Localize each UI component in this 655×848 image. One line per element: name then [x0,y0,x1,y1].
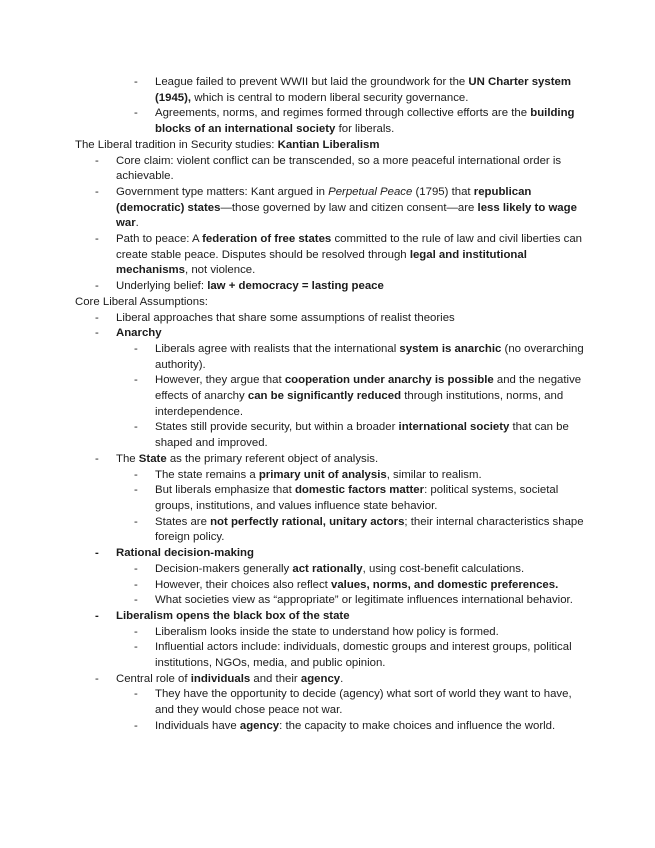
sub-bullet-item [75,420,590,451]
text-run: Influential actors include: individuals, domestic groups and interest groups, political institutions, NGOs, media, and public opinion. [155,641,572,670]
text-run: , using cost-benefit calculations. [362,562,525,575]
bold-text: Kantian Liberalism [277,138,380,151]
text-run: (no overarching authority). [155,342,584,371]
text-run: Liberals agree with realists that the international [155,342,400,355]
sub-bullet-item [75,515,590,546]
text-run: Path to peace: A [116,233,203,246]
bullet-dash: - [95,311,99,324]
italic-text: Perpetual Peace [328,185,413,198]
text-run: States are [155,515,211,528]
bold-text: international society [398,421,510,434]
bullet-dash: - [95,327,99,340]
bold-text: Anarchy [116,327,162,340]
text-run: (1795) that [412,185,474,198]
bold-text: Liberalism opens the black box of the state [116,609,350,622]
text-run: Core Liberal Assumptions: [75,295,208,308]
text-run: which is central to modern liberal security governance. [191,91,469,104]
bullet-item [75,672,590,688]
bullet-dash: - [134,76,138,88]
text-run: The [116,452,139,465]
bullet-dash: - [134,578,138,591]
bold-text: agency [239,719,280,732]
text-run: Government type matters: Kant argued in [116,185,329,198]
text-run: Decision-makers generally [155,562,293,575]
bullet-dash: - [134,562,138,575]
bullet-dash: - [134,484,138,497]
text-run: Liberalism looks inside the state to understand how policy is formed. [155,625,499,638]
sub-bullet-item [75,593,590,609]
bullet-dash: - [95,154,99,167]
bold-text: domestic factors matter [294,484,425,497]
bullet-item [75,546,590,562]
bullet-item [75,311,590,327]
bullet-dash: - [134,515,138,528]
bullet-item [75,452,590,468]
text-run: —those governed by law and citizen consent—are [220,201,478,214]
bold-text: UN Charter system (1945), [155,76,571,104]
bullet-dash: - [95,609,99,622]
sub-bullet-item [75,578,590,594]
text-run: through institutions, norms, and interdependence. [155,390,564,418]
bullet-dash: - [134,719,138,732]
bullet-dash: - [134,342,138,355]
text-run: Individuals have [155,719,240,732]
bold-text: act rationally [292,562,363,575]
text-run: . [135,217,139,230]
text-run: Core claim: violent conflict can be transcended, so a more peaceful international order is achievable. [116,154,562,183]
sub-bullet-item [75,562,590,578]
sub-bullet-item [75,106,590,137]
section-heading [75,138,590,154]
bold-text: less likely to wage war [116,201,577,230]
text-run: : the capacity to make choices and influence the world. [279,719,556,732]
text-run: . [340,672,344,685]
text-run: States still provide security, but within a broader [155,421,399,434]
bold-text: building blocks of an international society [155,107,575,136]
text-run: as the primary referent object of analysis. [166,452,379,465]
bullet-dash: - [95,280,99,293]
bold-text: cooperation under anarchy is possible [284,374,494,387]
bold-text: primary unit of analysis [258,468,387,481]
text-run: that can be shaped and improved. [155,421,569,450]
bold-text: federation of free states [202,233,332,246]
sub-bullet-item [75,625,590,641]
sub-bullet-item [75,483,590,514]
text-run: for liberals. [335,123,395,136]
text-run: They have the opportunity to decide (agency) what sort of world they want to have, and they would chose peace not war. [155,688,572,717]
bold-text: values, norms, and domestic preferences. [331,578,559,591]
text-run: League failed to prevent WWII but laid the groundwork for the [155,76,469,88]
bold-text: can be significantly reduced [247,390,402,403]
text-run: and their [250,672,301,685]
bold-text: republican (democratic) states [116,185,532,214]
text-run: ; their internal characteristics shape foreign policy. [155,515,584,544]
text-run: , similar to realism. [386,468,482,481]
text-run: However, they argue that [155,374,285,387]
bullet-item [75,279,590,295]
bold-text: Rational decision-making [116,547,254,560]
bullet-dash: - [134,468,138,481]
bold-text: law + democracy = lasting peace [207,280,384,293]
bullet-dash: - [95,185,99,198]
bullet-dash: - [134,625,138,638]
text-run: committed to the rule of law and civil liberties can create stable peace. Disputes should be resolved through [116,233,582,261]
sub-bullet-item [75,719,590,735]
bullet-item [75,609,590,625]
sub-bullet-item [75,373,590,420]
bullet-dash: - [95,547,99,560]
bullet-item [75,326,590,342]
bold-text: agency [300,672,341,685]
document-body [75,75,590,735]
text-run: Central role of [116,672,191,685]
bullet-dash: - [134,107,138,120]
text-run: However, their choices also reflect [155,578,331,591]
bold-text: not perfectly rational, unitary actors [210,515,405,528]
bold-text: individuals [190,672,251,685]
bold-text: State [138,452,167,465]
text-run: Agreements, norms, and regimes formed through collective efforts are the [155,107,531,120]
sub-bullet-item [75,342,590,373]
sub-bullet-item [75,640,590,671]
sub-bullet-item [75,75,590,106]
text-run: The Liberal tradition in Security studies: [75,138,278,151]
section-heading [75,295,590,311]
sub-bullet-item [75,687,590,718]
text-run: , not violence. [185,264,256,277]
bullet-dash: - [134,421,138,434]
text-run: Underlying belief: [116,280,208,293]
text-run: : political systems, societal groups, institutions, and values influence state behavior. [155,484,559,512]
bullet-dash: - [134,594,138,607]
text-run: What societies view as “appropriate” or legitimate influences international behavior. [155,594,573,607]
bold-text: system is anarchic [399,342,502,355]
bullet-dash: - [134,374,138,387]
text-run: Liberal approaches that share some assumptions of realist theories [116,311,455,324]
bullet-dash: - [134,688,138,701]
bold-text: legal and institutional mechanisms [116,248,527,277]
text-run: The state remains a [155,468,259,481]
bullet-dash: - [95,233,99,246]
bullet-item [75,232,590,279]
bullet-dash: - [95,672,99,685]
sub-bullet-item [75,468,590,484]
bullet-item [75,185,590,232]
bullet-dash: - [134,641,138,654]
bullet-dash: - [95,452,99,465]
bullet-item [75,154,590,185]
text-run: But liberals emphasize that [155,484,295,497]
text-run: and the negative effects of anarchy [155,374,582,403]
